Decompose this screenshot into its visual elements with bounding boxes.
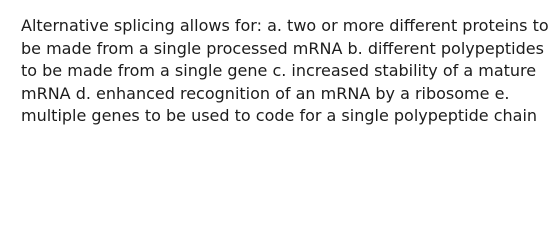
question-text: Alternative splicing allows for: a. two or more different proteins to be made from a single processed mRNA b. different polypeptides to be made from a single gene c. increased stability of a mature mRNA d. enhanced recognition of an mRNA by a ribosome e. multiple genes to be used to code for a single polypeptide chain (21, 16, 549, 125)
